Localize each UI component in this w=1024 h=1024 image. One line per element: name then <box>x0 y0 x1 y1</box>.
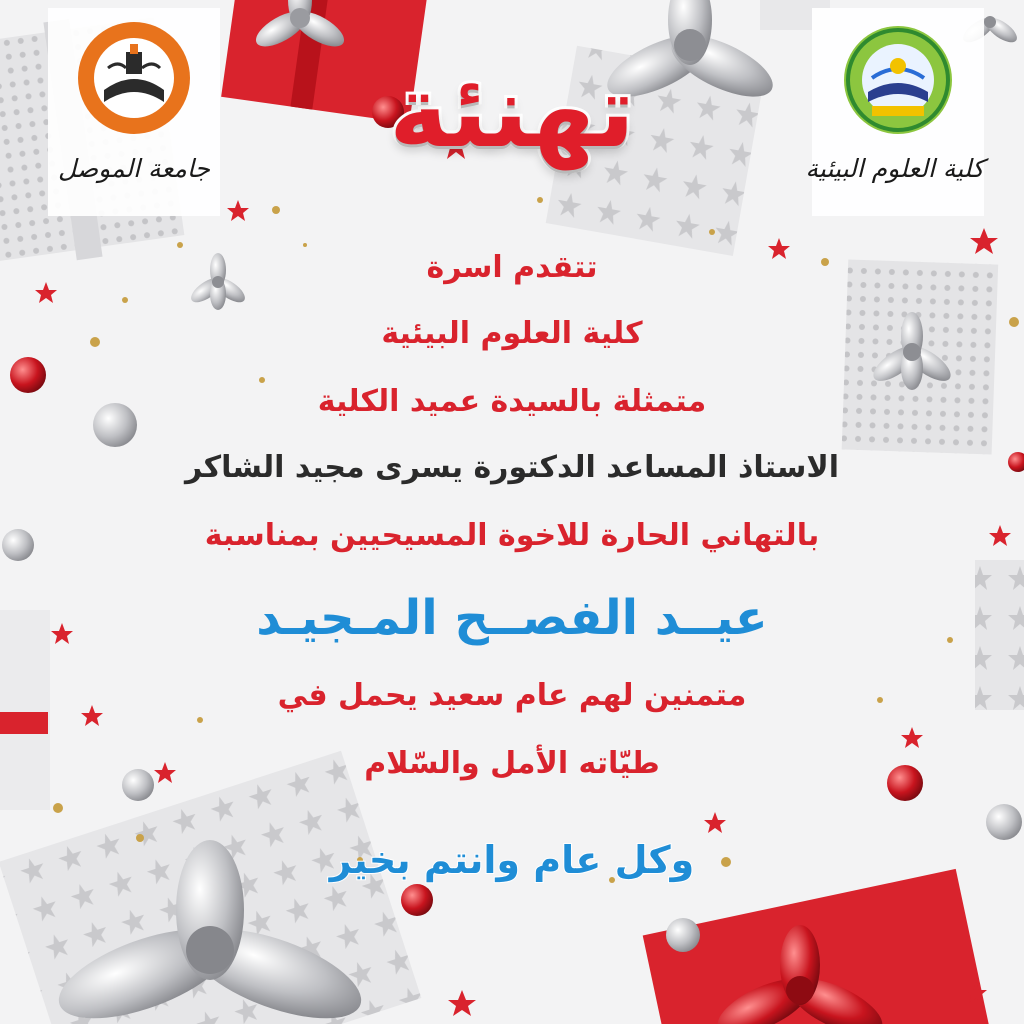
university-logo-panel <box>48 8 220 216</box>
gift-box-bottom-right <box>643 869 1002 1024</box>
university-caption: جامعة الموصل <box>58 154 210 183</box>
message-line-7: طيّاته الأمل والسّلام <box>364 746 660 781</box>
college-of-environmental-sciences-logo <box>812 8 984 148</box>
occasion-title: عيــد الفصــح المـجيـد <box>256 590 768 646</box>
message-line-6: متمنين لهم عام سعيد يحمل في <box>277 678 747 713</box>
message-line-4: الاستاذ المساعد الدكتورة يسرى مجيد الشاكر <box>184 450 840 485</box>
page-title: تهنئة <box>389 53 635 170</box>
message-line-1: تتقدم اسرة <box>426 250 598 285</box>
closing-greeting: وكل عام وانتم بخير <box>329 838 695 882</box>
college-caption: كلية العلوم البيئية <box>805 154 984 183</box>
college-logo-panel <box>805 8 984 216</box>
university-of-mosul-logo <box>48 8 220 148</box>
gift-box-bottom-left <box>0 751 421 1024</box>
message-line-5: بالتهاني الحارة للاخوة المسيحيين بمناسبة <box>204 518 820 553</box>
gift-box-right <box>842 259 999 454</box>
message-line-3: متمثلة بالسيدة عميد الكلية <box>317 384 707 419</box>
message-line-2: كلية العلوم البيئية <box>381 316 643 351</box>
